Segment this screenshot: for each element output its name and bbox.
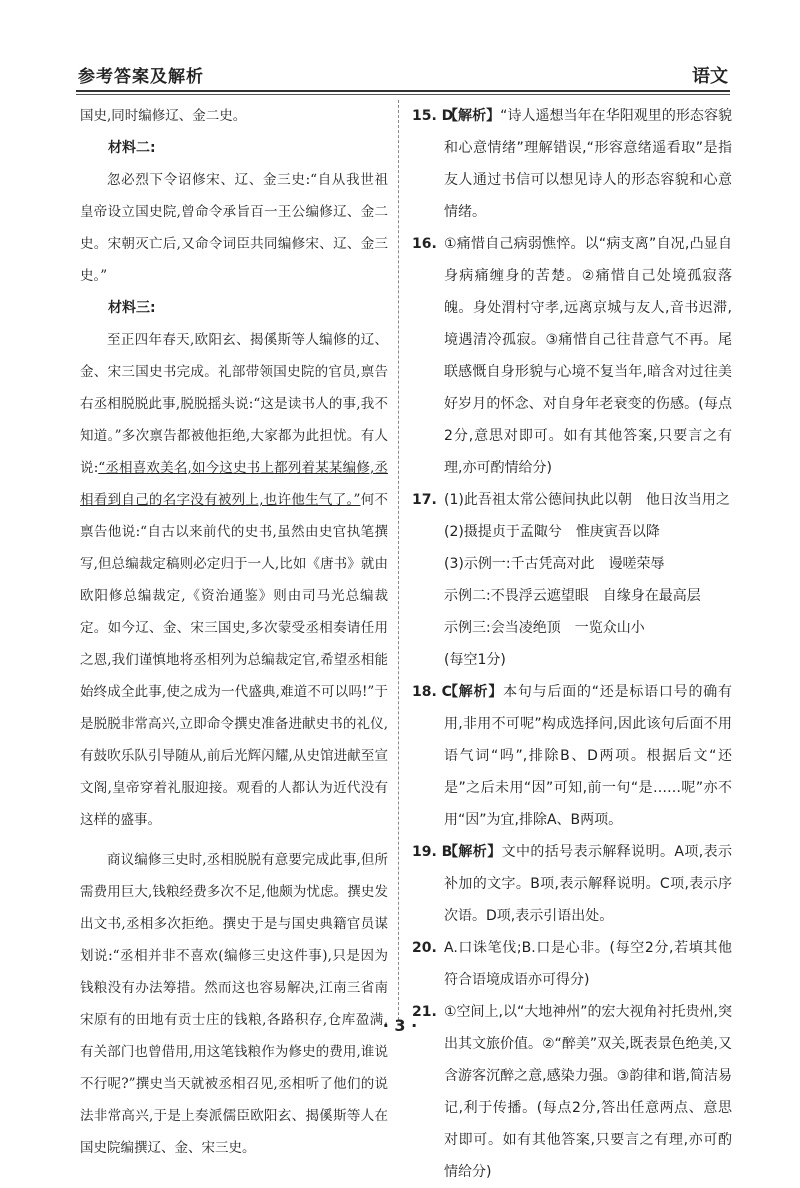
material-three-heading: 材料三: xyxy=(108,300,156,316)
material-two-text: 忽必烈下令诏修宋、辽、金三史:“自从我世祖皇帝设立国史院,曾命令承旨百一王公编修辽、金二史。宋朝灭亡后,又命令词臣共同编修宋、辽、金三史。” xyxy=(80,172,388,284)
left-column xyxy=(80,100,388,1164)
analysis-tag: 【解析】 xyxy=(444,108,501,124)
analysis-tag: 【解析】 xyxy=(444,844,502,860)
answer-line: (3)示例一:千古凭高对此 谩嗟荣辱 xyxy=(444,556,665,572)
answer-number: 19. B xyxy=(412,844,453,860)
answer-number: 21. xyxy=(412,1004,437,1020)
header-subject: 语文 xyxy=(692,66,728,87)
answer-15 xyxy=(412,100,732,228)
header-rule-thick xyxy=(76,90,730,92)
answer-number: 16. xyxy=(412,236,437,252)
analysis-text: “诗人遥想当年在华阳观里的形态容貌和心意情绪”理解错误,“形容意绪遥看取”是指友人通过书信可以想见诗人的形态容貌和心意情绪。 xyxy=(444,108,732,220)
paragraph-continued: 国史,同时编修辽、金二史。 xyxy=(80,108,247,124)
answer-number: 15. D xyxy=(412,108,454,124)
answer-line: (每空1分) xyxy=(444,652,506,668)
column-divider xyxy=(398,100,399,1020)
analysis-tag: 【解析】 xyxy=(444,684,504,700)
page-number: · 3 · xyxy=(382,1016,418,1035)
analysis-text: 本句与后面的“还是标语口号的确有用,非用不可呢”构成选择问,因此该句后面不用语气词“吗”,排除B、D两项。根据后文“还是”之后未用“因”可知,前一句“是……呢”亦不用“因”为宜,排除A、B两项。 xyxy=(444,684,732,828)
analysis-text: 文中的括号表示解释说明。A项,表示补加的文字。B项,表示解释说明。C项,表示序次语。D项,表示引语出处。 xyxy=(444,844,732,924)
answer-line: 示例三:会当凌绝顶 一览众山小 xyxy=(444,620,645,636)
answer-19 xyxy=(412,836,732,932)
header-rule-thin xyxy=(76,94,730,95)
answer-text: ①空间上,以“大地神州”的宏大视角衬托贵州,突出其文旅价值。②“醉美”双关,既表景色绝美,又含游客沉醉之意,感染力强。③韵律和谐,简洁易记,利于传播。(每点2分,答出任意两点、意思对即可。如有其他答案,只要言之有理,亦可酌情给分) xyxy=(444,1004,732,1180)
answer-text: A.口诛笔伐;B.口是心非。(每空2分,若填其他符合语境成语亦可得分) xyxy=(444,940,732,988)
answer-16 xyxy=(412,228,732,484)
answer-number: 20. xyxy=(412,940,437,956)
answer-number: 18. C xyxy=(412,684,452,700)
material-three-text xyxy=(80,324,388,836)
answer-line: (1)此吾祖太常公德间执此以朝 他日汝当用之 xyxy=(444,492,730,508)
answer-text xyxy=(444,836,732,932)
material-three-text-2: 商议编修三史时,丞相脱脱有意要完成此事,但所需费用巨大,钱粮经费多次不足,他颇为忧虑。撰史发出文书,丞相多次拒绝。撰史于是与国史典籍官员谋划说:“丞相并非不喜欢(编修三史这件事),只是因为钱粮没有办法筹措。然而这也容易解决,江南三省南宋原有的田地有贡士庄的钱粮,各路积存,仓库盈满,有关部门也曾借用,用这笔钱粮作为修史的费用,谁说不行呢?”撰史当天就被丞相召见,丞相听了他们的说法非常高兴,于是上奏派儒臣欧阳玄、揭傒斯等人在国史院编撰辽、金、宋三史。 xyxy=(80,852,388,1156)
page-header xyxy=(76,56,730,90)
answer-line: (2)摄提贞于孟陬兮 惟庚寅吾以降 xyxy=(444,524,660,540)
header-title: 参考答案及解析 xyxy=(78,67,204,87)
answer-text xyxy=(444,100,732,228)
answer-line: 示例二:不畏浮云遮望眼 自缘身在最高层 xyxy=(444,588,701,604)
answer-text: ①痛惜自己病弱憔悴。以“病支离”自况,凸显自身病痛缠身的苦楚。②痛惜自己处境孤寂落魄。身处渭村守孝,远离京城与友人,音书迟滞,境遇清冷孤寂。③痛惜自己往昔意气不再。尾联感慨自身形貌与心境不复当年,暗含对过往美好岁月的怀念、对自身年老衰变的伤感。(每点2分,意思对即可。如有其他答案,只要言之有理,亦可酌情给分) xyxy=(444,236,732,476)
paragraph-gap xyxy=(80,836,388,844)
material-three-part-a: 至正四年春天,欧阳玄、揭傒斯等人编修的辽、金、宋三国史书完成。礼部带领国史院的官员,禀告右丞相脱脱此事,脱脱摇头说:“这是读书人的事,我不知道。”多次禀告都被他拒绝,大家都为此担忧。有人说: xyxy=(80,332,388,476)
answer-18 xyxy=(412,676,732,836)
material-two-heading: 材料二: xyxy=(108,140,156,156)
material-three-underlined: “丞相喜欢美名,如今这史书上都列着某某编修,丞相看到自己的名字没有被列上,也许他生气了。” xyxy=(80,460,388,508)
answer-text xyxy=(444,676,732,836)
answer-17 xyxy=(412,484,732,676)
answer-number: 17. xyxy=(412,492,437,508)
material-three-part-b: 何不禀告他说:“自古以来前代的史书,虽然由史官执笔撰写,但总编裁定稿则必定归于一人,比如《唐书》就由欧阳修总编裁定,《资治通鉴》则由司马光总编裁定。如今辽、金、宋三国史,多次蒙受丞相奏请任用之恩,我们谨慎地将丞相列为总编裁定官,希望丞相能始终成全此事,使之成为一代盛典,难道不可以吗!”于是脱脱非常高兴,立即命令撰史准备进献史书的礼仪,有鼓吹乐队引导随从,前后光辉闪耀,从史馆进献至宣文阁,皇帝穿着礼服迎接。观看的人都认为近代没有这样的盛事。 xyxy=(80,492,388,828)
answer-20 xyxy=(412,932,732,996)
